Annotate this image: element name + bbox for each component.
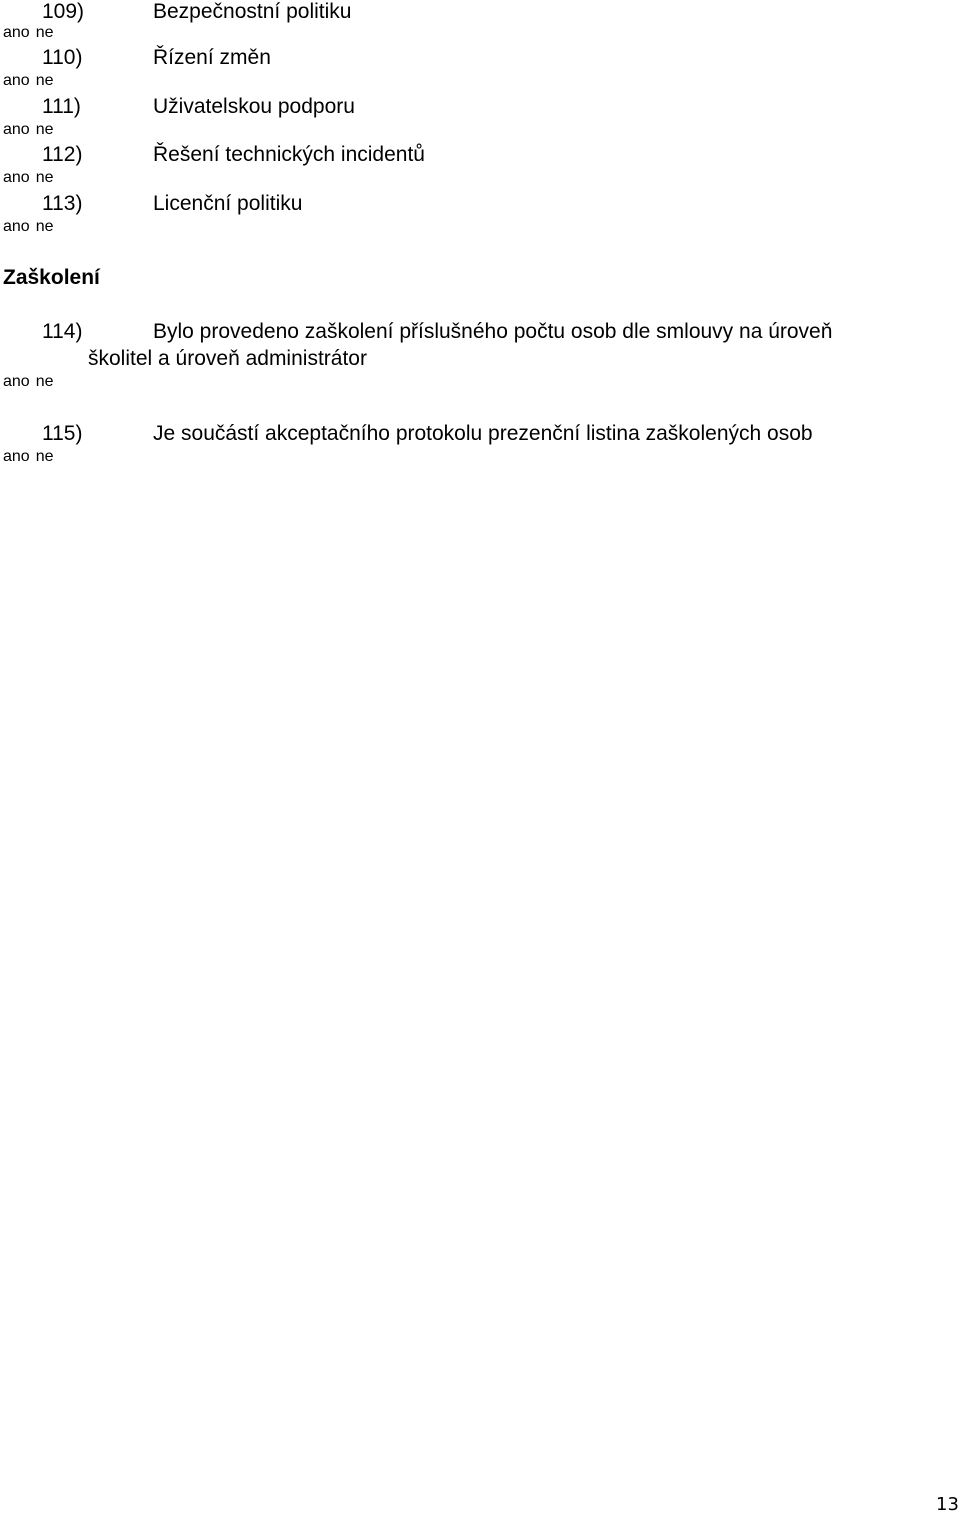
item-number: 111) — [42, 95, 81, 118]
choice-yes[interactable]: ano — [3, 218, 30, 235]
item-text-continued: školitel a úroveň administrátor — [88, 347, 367, 370]
answer-choices — [3, 218, 54, 236]
answer-choices — [3, 24, 54, 42]
choice-yes[interactable]: ano — [3, 169, 30, 186]
page-number: 13 — [936, 1494, 959, 1515]
answer-choices — [3, 169, 54, 187]
item-number: 112) — [42, 143, 83, 166]
answer-choices — [3, 448, 54, 466]
item-text: Řízení změn — [153, 46, 271, 69]
item-text: Bezpečnostní politiku — [153, 0, 352, 23]
item-text: Je součástí akceptačního protokolu prezenční listina zaškolených osob — [153, 422, 813, 445]
choice-yes[interactable]: ano — [3, 373, 30, 390]
choice-yes[interactable]: ano — [3, 72, 30, 89]
choice-no[interactable]: ne — [35, 218, 54, 235]
item-text: Bylo provedeno zaškolení příslušného počtu osob dle smlouvy na úroveň — [153, 320, 833, 343]
choice-no[interactable]: ne — [35, 24, 54, 41]
item-number: 113) — [42, 192, 83, 215]
item-number: 115) — [42, 422, 83, 445]
answer-choices — [3, 373, 54, 391]
item-number: 110) — [42, 46, 83, 69]
choice-no[interactable]: ne — [35, 169, 54, 186]
section-heading: Zaškolení — [3, 266, 100, 289]
choice-no[interactable]: ne — [35, 448, 54, 465]
choice-no[interactable]: ne — [35, 373, 54, 390]
choice-no[interactable]: ne — [35, 72, 54, 89]
item-number: 109) — [42, 0, 85, 23]
item-text: Uživatelskou podporu — [153, 95, 355, 118]
choice-no[interactable]: ne — [35, 121, 54, 138]
answer-choices — [3, 121, 54, 139]
item-number: 114) — [42, 320, 83, 343]
answer-choices — [3, 72, 54, 90]
item-text: Licenční politiku — [153, 192, 303, 215]
choice-yes[interactable]: ano — [3, 121, 30, 138]
choice-yes[interactable]: ano — [3, 24, 30, 41]
item-text: Řešení technických incidentů — [153, 143, 425, 166]
choice-yes[interactable]: ano — [3, 448, 30, 465]
